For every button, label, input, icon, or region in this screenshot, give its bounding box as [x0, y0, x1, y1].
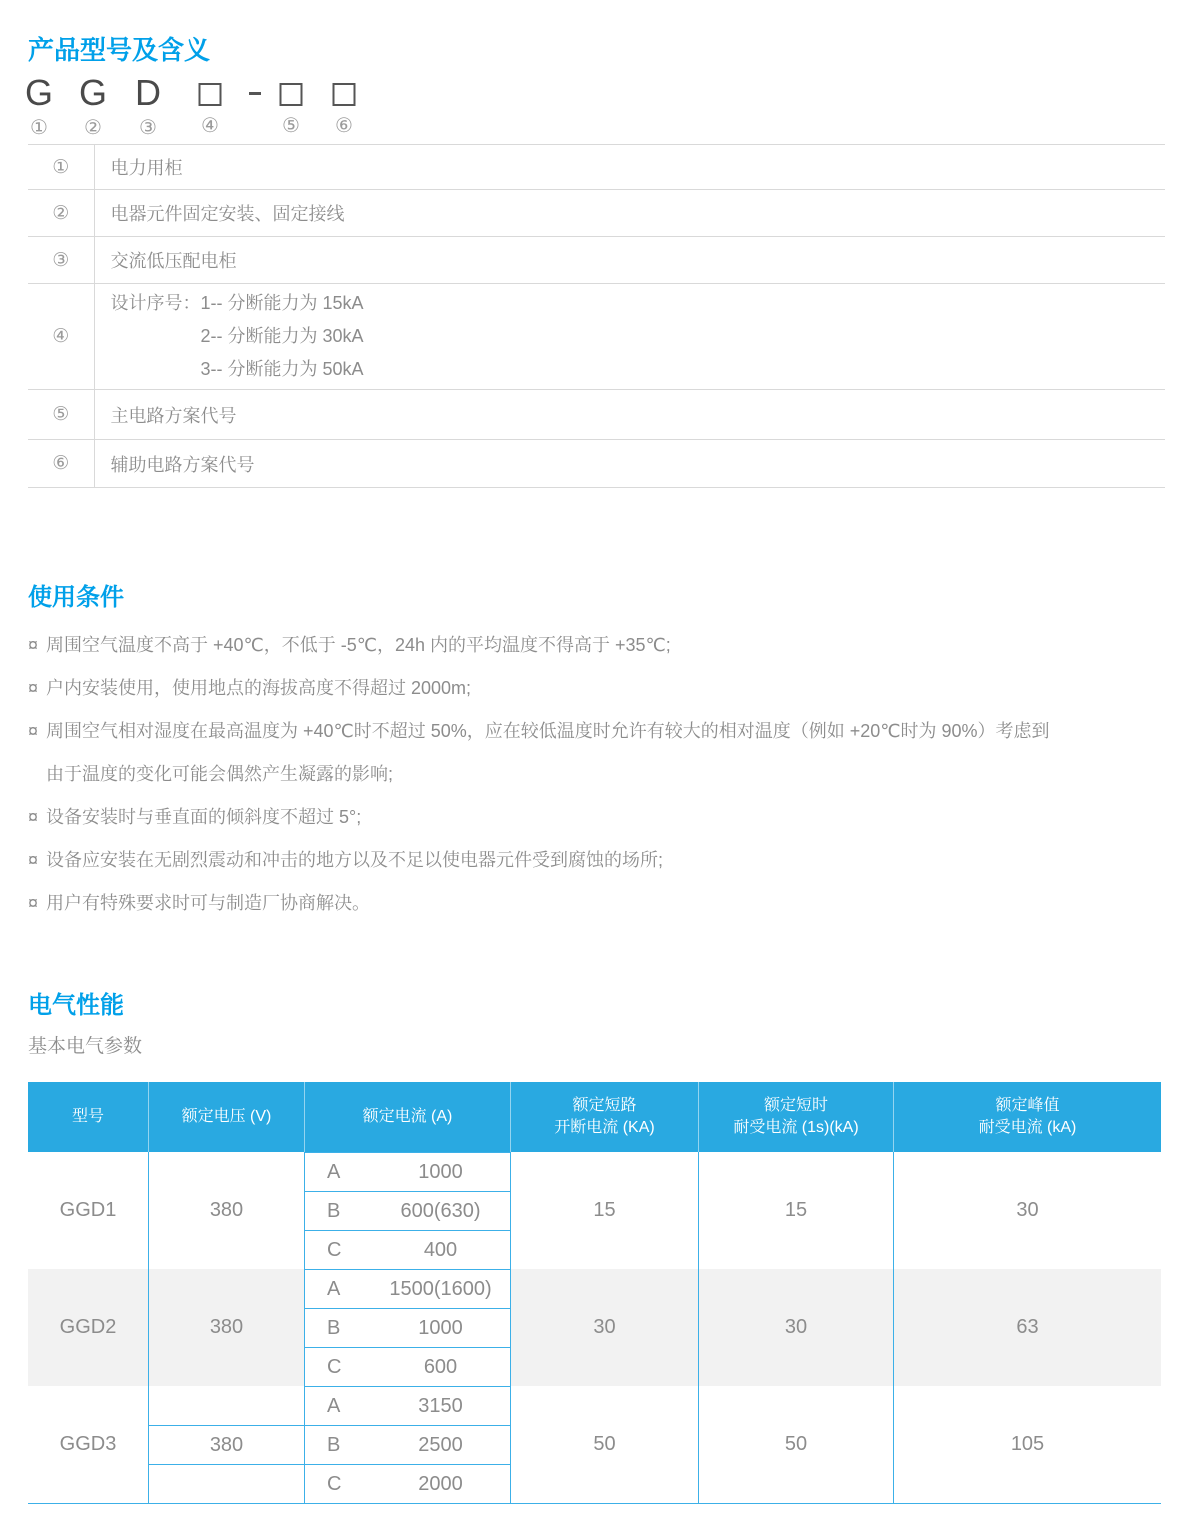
current-value: 2500	[418, 1433, 463, 1456]
code-letter-2: G ②	[78, 72, 108, 139]
voltage-cell-empty	[148, 1386, 304, 1425]
voltage-cell: 380	[148, 1269, 304, 1386]
voltage-cell: 380	[148, 1425, 304, 1464]
condition-text: 用户有特殊要求时可与制造厂协商解决。	[46, 893, 370, 913]
code-box-1	[199, 74, 222, 136]
legend-num: ②	[28, 190, 94, 237]
code-num-1: ①	[30, 117, 48, 139]
withstand-1s-cell: 15	[698, 1152, 893, 1269]
section-title-electrical: 电气性能	[28, 992, 124, 1019]
code-letter-3: D ③	[135, 72, 161, 139]
condition-text: 设备应安装在无剧烈震动和冲击的地方以及不足以使电器元件受到腐蚀的场所;	[46, 850, 663, 870]
current-letter: A	[327, 1394, 341, 1417]
current-cell	[304, 1386, 510, 1425]
col-header-model: 型号	[28, 1082, 148, 1152]
code-num-5: ⑤	[282, 115, 300, 137]
conditions-list	[28, 632, 1188, 933]
table-row	[28, 284, 1165, 390]
bullet-marker-icon: ¤	[28, 807, 39, 827]
current-cell	[304, 1425, 510, 1464]
current-value: 1000	[418, 1160, 463, 1183]
col-header-rated-current: 额定电流 (A)	[304, 1082, 510, 1152]
current-letter: C	[327, 1238, 342, 1261]
legend-num: ③	[28, 237, 94, 284]
withstand-1s-cell: 30	[698, 1269, 893, 1386]
list-item	[28, 632, 1188, 658]
placeholder-box-icon	[333, 83, 356, 106]
col-header-breaking-current: 额定短路 开断电流 (KA)	[510, 1082, 698, 1152]
list-item	[28, 804, 1188, 830]
legend-num: ④	[28, 284, 94, 390]
breaking-current-cell: 50	[510, 1386, 698, 1503]
table-row	[28, 145, 1165, 190]
breaking-current-cell: 15	[510, 1152, 698, 1269]
current-cell	[304, 1152, 510, 1191]
electrical-parameters-table	[28, 1082, 1161, 1504]
current-value: 600(630)	[400, 1199, 481, 1222]
voltage-cell-empty	[148, 1464, 304, 1503]
design-series-line-3: 3-- 分断能力为 50kA	[200, 359, 364, 379]
model-cell: GGD1	[59, 1199, 117, 1221]
list-item	[28, 675, 1188, 701]
current-cell	[304, 1230, 510, 1269]
current-cell	[304, 1464, 510, 1503]
current-cell	[304, 1191, 510, 1230]
current-letter: B	[327, 1199, 341, 1222]
legend-text: 交流低压配电柜	[94, 237, 1165, 284]
legend-text: 主电路方案代号	[94, 390, 1165, 440]
bullet-marker-icon: ¤	[28, 635, 39, 655]
withstand-1s-cell: 50	[698, 1386, 893, 1503]
current-cell	[304, 1347, 510, 1386]
voltage-cell: 380	[148, 1152, 304, 1269]
code-num-6: ⑥	[335, 115, 353, 137]
code-box-3	[333, 74, 356, 136]
current-cell	[304, 1269, 510, 1308]
table-row	[28, 440, 1165, 488]
design-series-line-2: 2-- 分断能力为 30kA	[200, 326, 364, 346]
current-value: 3150	[418, 1394, 463, 1417]
legend-text: 辅助电路方案代号	[94, 440, 1165, 488]
list-item	[28, 890, 1188, 916]
current-value: 400	[423, 1238, 458, 1261]
list-item	[28, 847, 1188, 873]
current-letter: C	[327, 1472, 342, 1495]
bullet-marker-icon: ¤	[28, 678, 39, 698]
condition-text: 设备安装时与垂直面的倾斜度不超过 5°;	[46, 807, 362, 827]
condition-text: 周围空气温度不高于 +40℃，不低于 -5℃，24h 内的平均温度不得高于 +35℃;	[46, 635, 671, 655]
legend-text: 电力用柜	[94, 145, 1165, 190]
current-letter: B	[327, 1433, 341, 1456]
current-value: 600	[423, 1355, 458, 1378]
code-box-2	[280, 74, 303, 136]
legend-num: ⑤	[28, 390, 94, 440]
col-header-rated-voltage: 额定电压 (V)	[148, 1082, 304, 1152]
code-num-4: ④	[201, 115, 219, 137]
code-num-2: ②	[84, 117, 102, 139]
peak-withstand-cell: 63	[893, 1269, 1161, 1386]
bullet-marker-icon: ¤	[28, 850, 39, 870]
list-item	[28, 718, 1188, 787]
legend-num: ①	[28, 145, 94, 190]
col-header-peak-withstand: 额定峰值 耐受电流 (kA)	[893, 1082, 1161, 1152]
model-cell: GGD2	[28, 1269, 148, 1386]
current-letter: B	[327, 1316, 341, 1339]
section-title-model-meaning: 产品型号及含义	[28, 35, 211, 65]
model-legend-table	[28, 144, 1165, 488]
condition-text: 户内安装使用，使用地点的海拔高度不得超过 2000m;	[46, 678, 472, 698]
model-code-diagram	[24, 72, 388, 140]
current-letter: A	[327, 1277, 341, 1300]
table-row	[28, 390, 1165, 440]
peak-withstand-cell: 105	[893, 1386, 1161, 1503]
model-cell: GGD3	[59, 1433, 117, 1455]
current-value: 2000	[418, 1472, 463, 1495]
current-value: 1000	[418, 1316, 463, 1339]
current-cell	[304, 1308, 510, 1347]
peak-withstand-cell: 30	[893, 1152, 1161, 1269]
bullet-marker-icon: ¤	[28, 893, 39, 913]
placeholder-box-icon	[199, 83, 222, 106]
current-value: 1500(1600)	[389, 1277, 492, 1300]
current-letter: C	[327, 1355, 342, 1378]
table-row	[28, 190, 1165, 237]
legend-num: ⑥	[28, 440, 94, 488]
dash-icon	[249, 92, 261, 95]
col-header-short-time-withstand: 额定短时 耐受电流 (1s)(kA)	[698, 1082, 893, 1152]
breaking-current-cell: 30	[510, 1269, 698, 1386]
code-num-3: ③	[139, 117, 157, 139]
bullet-marker-icon: ¤	[28, 721, 39, 741]
section-title-usage-conditions: 使用条件	[28, 584, 124, 611]
current-letter: A	[327, 1160, 341, 1183]
placeholder-box-icon	[280, 83, 303, 106]
table-row	[28, 237, 1165, 284]
condition-text: 周围空气相对湿度在最高温度为 +40℃时不超过 50%，应在较低温度时允许有较大的相对温度（例如 +20℃时为 90%）考虑到 由于温度的变化可能会偶然产生凝露的影响;	[46, 718, 1050, 787]
legend-text	[94, 284, 1165, 390]
legend-text: 电器元件固定安装、固定接线	[94, 190, 1165, 237]
condition-text-wrap: 由于温度的变化可能会偶然产生凝露的影响;	[46, 764, 393, 784]
code-letter-1: G ①	[24, 72, 54, 139]
design-series-line-1: 设计序号：1-- 分断能力为 15kA	[110, 293, 364, 313]
electrical-subtitle: 基本电气参数	[28, 1036, 143, 1057]
